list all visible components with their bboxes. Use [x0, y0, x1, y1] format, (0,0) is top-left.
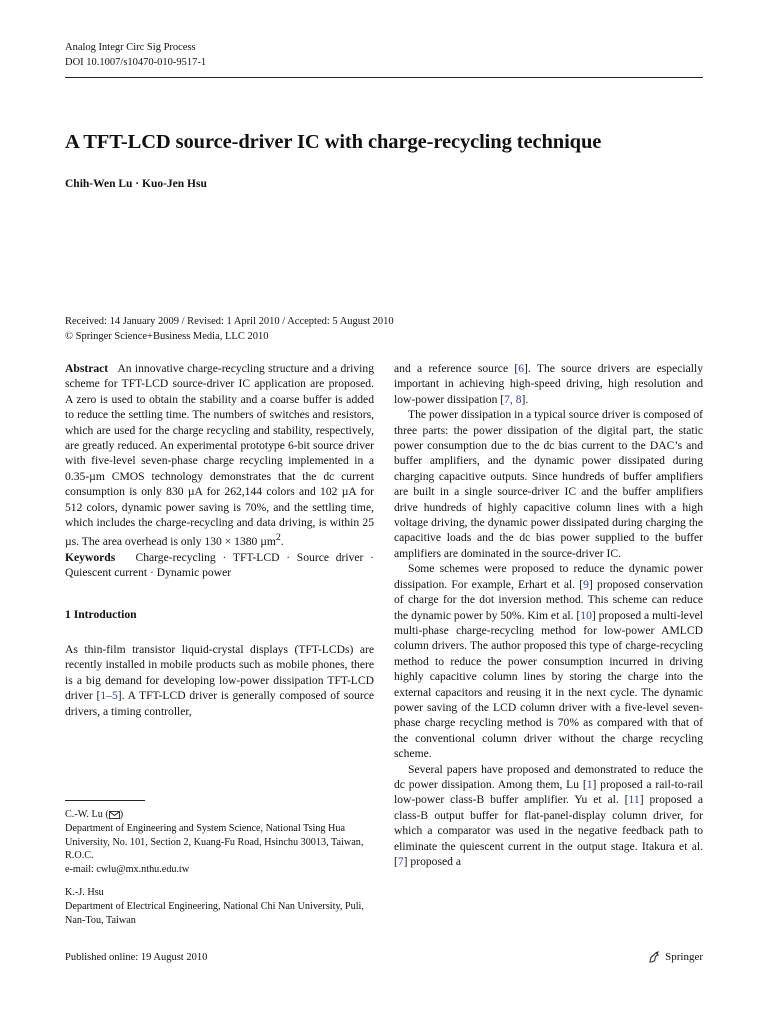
affiliations [65, 808, 374, 927]
intro-text: ]. A TFT-LCD driver is generally composed of source drivers, a timing controller, [65, 689, 374, 718]
citation-link[interactable]: 6 [518, 362, 525, 375]
citation-link[interactable]: 11 [628, 793, 640, 807]
citation-link[interactable]: 7, 8 [504, 392, 522, 406]
keywords-text: Charge-recycling · TFT-LCD · Source driver · Quiescent current · Dynamic power [65, 550, 374, 580]
footnote-rule [65, 800, 145, 801]
section-heading: 1 Introduction [65, 607, 137, 621]
intro-text: As thin-film transistor liquid-crystal displays (TFT-LCDs) are recently installed in mobile products such as mobile phones, there is a big demand for developing low-power dissipation TFT-LCD driver [ [65, 642, 374, 703]
paragraph: Several papers have proposed and demonstrated to reduce the dc power dissipation. Among them, Lu [1] proposed a rail-to-rail low-power class-B buffer amplifier. Yu et al. [11] proposed a class-B output buffer for flat-panel-display column driver, for which a comparator was used in the negative feedback path to eliminate the quiescent current in the output stage. Itakura et al. [7] proposed a [394, 762, 704, 868]
author2-affiliation: Department of Electrical Engineering, National Chi Nan University, Puli, Nan-Tou, Taiwan [65, 900, 364, 926]
header-rule [65, 77, 703, 78]
running-header [65, 40, 206, 70]
envelope-icon [109, 811, 120, 819]
paper-title: A TFT-LCD source-driver IC with charge-recycling technique [65, 131, 602, 153]
citation-link[interactable]: 9 [583, 577, 589, 591]
abstract [65, 361, 374, 550]
citation-link[interactable]: 1 [586, 777, 593, 791]
keywords [65, 550, 374, 581]
right-column [394, 361, 703, 869]
published-date: Published online: 19 August 2010 [65, 952, 208, 963]
publisher-name: Springer [665, 951, 703, 963]
abstract-heading: Abstract [65, 362, 109, 375]
left-column [65, 361, 374, 719]
abstract-text: An innovative charge-recycling structure and a driving scheme for TFT-LCD source-driver IC application are proposed. A zero is used to obtain the stability and a coarse buffer is added to reduce the settling time. The numbers of switches and resistors, which are used for the charge recycling and stability, respectively, are greatly reduced. An experimental prototype 6-bit source driver with five-level seven-phase charge recycling implemented in a 0.35-µm CMOS technology demonstrates that the dc current consumption is only 830 µA for 262,144 colors and 102 µA for 512 colors, dynamic power saving is 70%, and the settling time, which includes the charge-recycling and data driving, is within 25 µs. The area overhead is only 130 × 1380 µm [65, 362, 374, 549]
citation-link[interactable]: 1–5 [100, 689, 118, 703]
springer-horse-icon [647, 950, 661, 964]
author2-name: K.-J. Hsu [65, 886, 104, 898]
paragraph: and a reference source [6]. The source drivers are especially important in achieving high-speed driving, high resolution and low-power dissipation [7, 8]. [394, 362, 703, 406]
author1-email[interactable]: e-mail: cwlu@mx.nthu.edu.tw [65, 864, 190, 876]
publisher-logo [647, 950, 703, 964]
received-dates: Received: 14 January 2009 / Revised: 1 April 2010 / Accepted: 5 August 2010 [65, 316, 394, 327]
dates-block [65, 314, 394, 344]
doi: DOI 10.1007/s10470-010-9517-1 [65, 57, 207, 68]
citation-link[interactable]: 10 [580, 608, 592, 622]
journal-name: Analog Integr Circ Sig Process [65, 42, 196, 53]
paragraph: The power dissipation in a typical source driver is composed of three parts: the power dissipation of the digital part, the static power consumption due to the dc bias current to the DAC’s and buffer amplifiers, and the dynamic power dissipated during charging capacitive outputs. Since hundreds of buffer amplifiers are built in a single source-driver IC and the buffer amplifiers drive hundreds of highly capacitive column lines with a high voltage driving, the dynamic power dissipated during charging the capacitive loads and the dc bias power supplied to the buffer amplifiers are dominated in the source-driver IC. [394, 408, 703, 560]
abstract-sup: 2 [275, 532, 281, 544]
author1-name: C.-W. Lu ( ) [65, 809, 124, 820]
keywords-heading: Keywords [65, 550, 116, 564]
citation-link[interactable]: 7 [397, 855, 404, 868]
abstract-end: . [280, 535, 284, 549]
author-list: Chih-Wen Lu · Kuo-Jen Hsu [65, 178, 207, 190]
paragraph: Some schemes were proposed to reduce the dynamic power dissipation. For example, Erhart et al. [9] proposed conservation of charge for the dot inversion method. This scheme can reduce the dynamic power by 50%. Kim et al. [10] proposed a multi-level multi-phase charge-recycling method for low-power AMLCD column drivers. The author proposed this type of charge-recycling method to reduce the power consumption incurred in driving highly capacitive column lines by storing the charge into the external capacitors and reusing it in the next cycle. The dynamic power saving of the LCD column driver with a five-level seven-phase charge recycling method is 70% as compared with that of the conventional column driver without the charge recycling scheme. [394, 562, 703, 761]
intro-paragraph [65, 642, 374, 719]
author1-affiliation: Department of Engineering and System Science, National Tsing Hua University, No. 101, Section 2, Kuang-Fu Road, Hsinchu 30013, Taiwan, R.O.C. [65, 822, 364, 862]
copyright: © Springer Science+Business Media, LLC 2010 [65, 331, 269, 342]
